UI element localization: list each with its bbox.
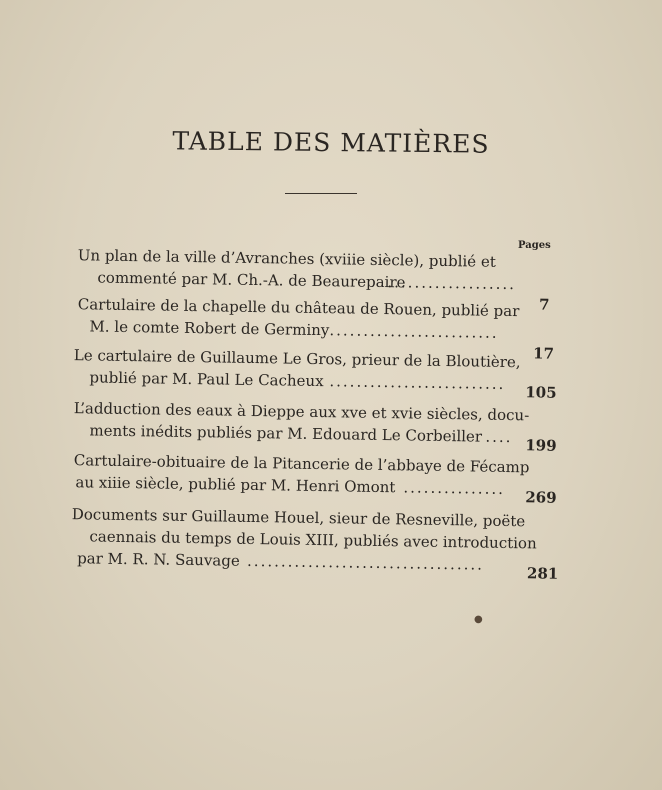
toc-entry-line: Cartulaire de la chapelle du château de Rouen, publié par — [77, 295, 520, 321]
ornament-mark: ● — [474, 614, 483, 625]
toc-entry-line: Le cartulaire de Guillaume Le Gros, prieur de la Bloutière, — [73, 346, 521, 372]
page-number: 7 — [538, 295, 550, 314]
leader-dots: ......................... — [329, 321, 499, 342]
toc-entry — [0, 449, 662, 507]
toc-entry — [0, 503, 662, 583]
toc-entry-line: Cartulaire-obituaire de la Pitancerie de l’abbaye de Fécamp — [73, 451, 530, 477]
pages-column-label: Pages — [518, 240, 551, 251]
leader-dots: ................................... — [246, 551, 485, 574]
toc-entry-line: caennais du temps de Louis XIII, publiés avec introduction — [89, 527, 537, 553]
page-title: TABLE DES MATIÈRES — [172, 126, 490, 159]
title-rule — [285, 193, 357, 194]
toc-entry — [0, 344, 662, 402]
toc-entry-line: commenté par M. Ch.-A. de Beaurepaire — [97, 268, 406, 292]
leader-dots: .......................... — [329, 372, 506, 393]
page-number: 199 — [525, 436, 557, 455]
toc-entry-line: ments inédits publiés par M. Edouard Le Corbeiller — [89, 421, 483, 446]
page-number: 269 — [525, 488, 557, 507]
toc-entry-line: Documents sur Guillaume Houel, sieur de Resneville, poëte — [71, 505, 526, 531]
toc-entry — [0, 397, 662, 455]
toc-entry-line: L’adduction des eaux à Dieppe aux xve et xvie siècles, docu- — [73, 399, 530, 425]
leader-dots: ............... — [403, 478, 506, 498]
toc-entry-line: Un plan de la ville d’Avranches (xviiie siècle), publié et — [77, 246, 496, 271]
page-number: 17 — [532, 344, 555, 363]
toc-entry-line: au xiiie siècle, publié par M. Henri Omont — [75, 473, 396, 497]
page-number: 105 — [525, 383, 557, 402]
toc-entry-line: M. le comte Robert de Germiny — [89, 317, 330, 340]
leader-dots: ................... — [387, 273, 517, 294]
leader-dots: .... — [485, 427, 513, 447]
toc-entry-line: publié par M. Paul Le Cacheux — [89, 368, 324, 391]
toc-entry-line: par M. R. N. Sauvage — [77, 549, 240, 570]
page-number: 281 — [526, 564, 559, 583]
